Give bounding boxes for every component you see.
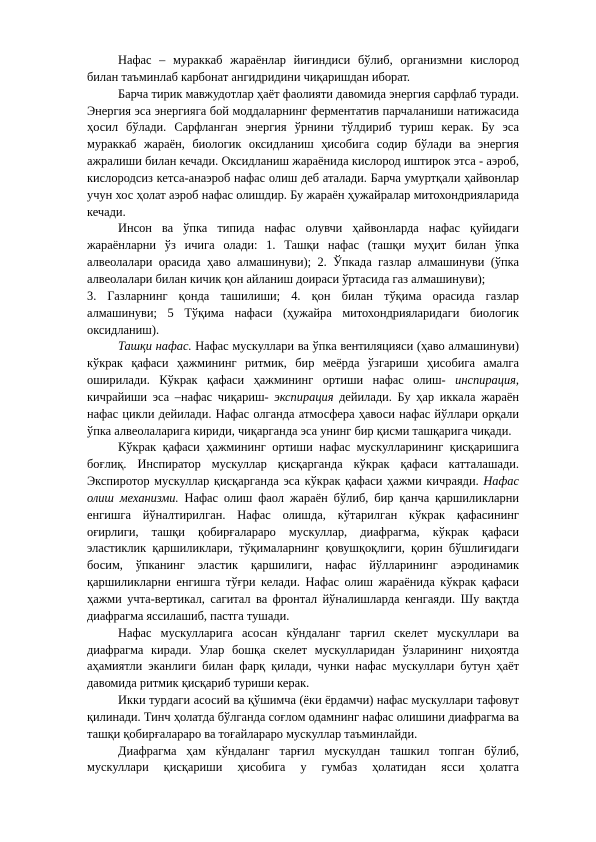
paragraph [87,86,519,221]
paragraph-text: Нафас олиш фаол жараён бўлиб, бир қанча қаршиликларни енгишга йўналтирилган. Нафас олишда, кўтарилган кўкрак қафасининг оғирлиги, ташқи қобирғалараро мускуллар, диафрагма, кўкрак қафаси эластиклик қаршиликлари, тўқималарнинг қовушқоқлиги, қорин бўшлиғидаги босим, ўпканинг эластик қаршилиги, нафас йўлларининг аэродинамик қаршиликларни енгишга тўғри келади. Нафас олиш жараёнида кўкрак қафаси ҳажми учта-вертикал, сагитал ва фронтал йўналишларда кенгаяди. Шу вақтда диафрагма яссилашиб, пастга тушади. [87,490,519,623]
document-page [87,52,519,776]
italic-term: Нафас олиш механизми. [87,474,519,505]
paragraph [87,52,519,86]
paragraph [87,743,519,777]
paragraph [87,625,519,692]
paragraph-text: Диафрагма ҳам кўндаланг тарғил мускулдан ташкил топган бўлиб, мускуллари қисқариши ҳисобига у гумбаз ҳолатидан ясси ҳолатга [87,743,519,775]
paragraph-text: Инсон ва ўпка типида нафас олувчи ҳайвонларда нафас қуйидаги жараёнларни ўз ичига олади: 1. Ташқи нафас (ташқи муҳит билан ўпка алвеолалари орасида ҳаво алмашинуви); 2. Ўпкада газлар алмашинуви (ўпка алвеолалари билан кичик қон айланиш доираси ўртасида газ алмашинуви); [87,221,519,286]
italic-term: экспирация [274,389,334,404]
paragraph [87,288,519,339]
paragraph [87,220,519,287]
paragraph-text: Барча тирик мавжудотлар ҳаёт фаолияти давомида энергия сарфлаб туради. Энергия эса энергияга бой моддаларнинг ферментатив парчаланиши натижасида ҳосил бўлади. Сарфланган энергия ўрнини тўлдириб туриш керак. Бу эса мураккаб жараён, биологик оксидланиш ҳисобига содир бўлади ва энергия ажралиши билан кечади. Оксидланиш жараёнида кислород иштирок этса - аэроб, кислородсиз кетса-анаэроб нафас олиш деб аталади. Барча умуртқали ҳайвонлар учун хос ҳолат аэроб нафас олишдир. Бу жараён ҳужайралар митохондрияларида кечади. [87,86,519,219]
paragraph-text: Нафас мускуллари ва ўпка вентиляцияси (ҳаво алмашинуви) кўкрак қафаси ҳажмининг ритмик, бир меёрда ўзгариши ҳисобига амалга оширилади. Кўкрак қафаси ҳажмининг ортиши нафас олиш- [87,339,519,388]
paragraph-text: Икки турдаги асосий ва қўшимча (ёки ёрдамчи) нафас мускуллари тафовут қилинади. Тинч ҳолатда бўлганда соғлом одамнинг нафас олишини диафрагма ва ташқи қобирғалараро ва тоғайлараро мускуллар таъминлайди. [87,693,519,741]
paragraph-text: 3. Газларнинг қонда ташилиши; 4. қон билан тўқима орасида газлар алмашинуви; 5 Тўқима нафаси (ҳужайра митохондрияларидаги биологик оксидланиш). [87,288,519,337]
paragraph-text: Нафас – мураккаб жараёнлар йиғиндиси бўлиб, организмни кислород билан таъминлаб карбонат ангидридини чиқаришдан иборат. [87,53,519,84]
paragraph-text: Кўкрак қафаси ҳажмининг ортиши нафас мускулларининг қисқаришига боғлиқ. Инспиратор мускуллар қисқарганда кўкрак қафаси катталашади. Экспиротор мускуллар қисқарганда эса кўкрак қафаси ҳажми кичраяди. [87,440,519,489]
italic-term: Ташқи нафас. [118,339,192,354]
paragraph [87,338,519,439]
paragraph-text: Нафас мускулларига асосан кўндаланг тарғил скелет мускуллари ва диафрагма киради. Улар бошқа скелет мускулларидан ўзларининг ниҳоятда аҳамиятли эканлиги билан фарқ қилади, чунки нафас мускуллари бутун ҳаёт давомида ритмик қисқариб туриши керак. [87,625,519,691]
paragraph [87,439,519,624]
italic-term: инспирация, [455,373,519,388]
paragraph [87,692,519,743]
paragraph-text: дейилади. Бу ҳар иккала жараён нафас цикли дейилади. Нафас олганда атмосфера ҳавоси нафас йўллари орқали ўпка алвеолаларига кириди, чиқарганда эса унинг бир қисми ташқарига чиқади. [87,389,519,438]
paragraph-text: кичрайиши эса –нафас чиқариш- [87,389,275,404]
